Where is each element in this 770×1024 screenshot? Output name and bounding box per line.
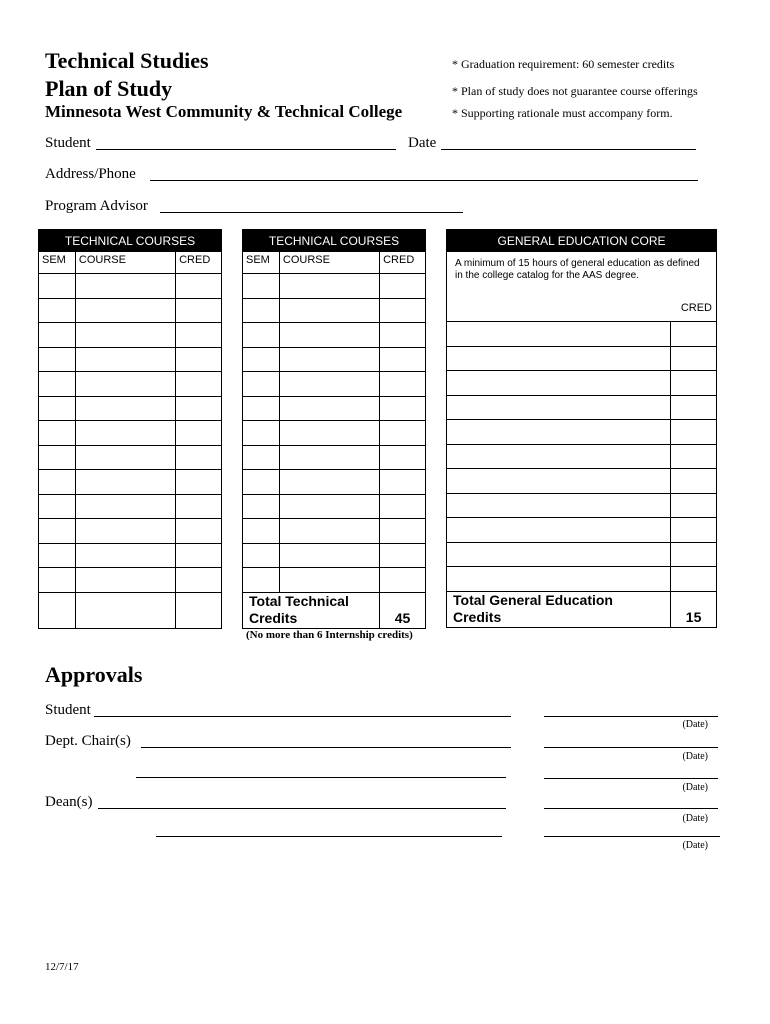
cell[interactable] xyxy=(380,274,426,299)
cell[interactable] xyxy=(447,322,671,347)
cell[interactable] xyxy=(243,421,280,446)
advisor-field[interactable] xyxy=(160,212,463,213)
cell[interactable] xyxy=(176,568,222,593)
cell[interactable] xyxy=(447,493,671,518)
cell[interactable] xyxy=(176,445,222,470)
cell[interactable] xyxy=(671,493,717,518)
cell[interactable] xyxy=(380,323,426,348)
page-subtitle: Plan of Study xyxy=(45,76,173,101)
date-caption: (Date) xyxy=(682,782,708,793)
table-row xyxy=(243,470,426,495)
cell[interactable] xyxy=(243,519,280,544)
cell[interactable] xyxy=(176,519,222,544)
cell[interactable] xyxy=(380,421,426,446)
address-field[interactable] xyxy=(150,180,698,181)
cell[interactable] xyxy=(75,421,175,446)
table-row xyxy=(243,519,426,544)
table-header: TECHNICAL COURSES xyxy=(39,230,222,252)
dept-chair-date-2[interactable] xyxy=(544,778,718,779)
cell[interactable] xyxy=(447,395,671,420)
cell[interactable] xyxy=(75,568,175,593)
cell[interactable] xyxy=(380,396,426,421)
cell[interactable] xyxy=(671,444,717,469)
table-row xyxy=(447,567,717,592)
cell[interactable] xyxy=(279,519,379,544)
cell[interactable] xyxy=(447,542,671,567)
cell[interactable] xyxy=(39,445,76,470)
date-caption: (Date) xyxy=(682,751,708,762)
cell[interactable] xyxy=(279,470,379,495)
note-offerings: * Plan of study does not guarantee course offerings xyxy=(452,84,698,98)
table-row xyxy=(447,322,717,347)
table-row xyxy=(39,494,222,519)
cell[interactable] xyxy=(243,347,280,372)
table-row xyxy=(243,274,426,299)
cell[interactable] xyxy=(39,592,76,628)
cell[interactable] xyxy=(75,396,175,421)
cell[interactable] xyxy=(176,470,222,495)
dean-date-2[interactable] xyxy=(544,836,720,837)
student-field[interactable] xyxy=(96,149,396,150)
col-cred: CRED xyxy=(380,252,426,274)
dept-chair-signature-1[interactable] xyxy=(141,747,511,748)
cell[interactable] xyxy=(39,274,76,299)
cell[interactable] xyxy=(39,323,76,348)
footer-date: 12/7/17 xyxy=(45,961,79,973)
table-row xyxy=(39,543,222,568)
cell[interactable] xyxy=(279,323,379,348)
college-name: Minnesota West Community & Technical College xyxy=(45,102,403,121)
page-title: Technical Studies xyxy=(45,48,209,73)
cell[interactable] xyxy=(380,470,426,495)
total-technical-value: 45 xyxy=(380,592,426,628)
cell[interactable] xyxy=(39,543,76,568)
cell[interactable] xyxy=(380,298,426,323)
table-row xyxy=(243,445,426,470)
table-row xyxy=(39,568,222,593)
cell[interactable] xyxy=(243,396,280,421)
gen-ed-note: A minimum of 15 hours of general education as defined in the college catalog for the AAS degree. xyxy=(455,258,700,281)
cell[interactable] xyxy=(279,298,379,323)
cell[interactable] xyxy=(447,518,671,543)
cell[interactable] xyxy=(75,494,175,519)
cell[interactable] xyxy=(243,274,280,299)
cell[interactable] xyxy=(75,470,175,495)
cell[interactable] xyxy=(176,543,222,568)
cell[interactable] xyxy=(75,519,175,544)
cell[interactable] xyxy=(39,494,76,519)
cell[interactable] xyxy=(671,542,717,567)
dept-chair-date-1[interactable] xyxy=(544,747,718,748)
cell[interactable] xyxy=(279,347,379,372)
cell[interactable] xyxy=(176,274,222,299)
total-gened-value: 15 xyxy=(671,591,717,627)
cell[interactable] xyxy=(243,568,280,593)
cell[interactable] xyxy=(671,346,717,371)
cell[interactable] xyxy=(176,372,222,397)
table-row xyxy=(39,274,222,299)
table-row xyxy=(39,372,222,397)
table-row xyxy=(39,470,222,495)
dept-chair-signature-2[interactable] xyxy=(136,777,506,778)
cell[interactable] xyxy=(39,396,76,421)
table-row xyxy=(447,542,717,567)
cell[interactable] xyxy=(75,323,175,348)
table-row xyxy=(447,469,717,494)
table-row xyxy=(243,421,426,446)
table-header: GENERAL EDUCATION CORE xyxy=(447,230,717,252)
table-row xyxy=(243,568,426,593)
cell[interactable] xyxy=(243,470,280,495)
date-caption: (Date) xyxy=(682,840,708,851)
cell[interactable] xyxy=(176,592,222,628)
cell[interactable] xyxy=(39,470,76,495)
cell[interactable] xyxy=(39,372,76,397)
note-graduation: * Graduation requirement: 60 semester credits xyxy=(452,57,675,71)
cell[interactable] xyxy=(279,568,379,593)
cell[interactable] xyxy=(279,445,379,470)
cell[interactable] xyxy=(39,519,76,544)
table-row xyxy=(243,494,426,519)
address-label: Address/Phone xyxy=(45,166,136,182)
cell[interactable] xyxy=(75,298,175,323)
cell[interactable] xyxy=(75,445,175,470)
cell[interactable] xyxy=(380,543,426,568)
cell[interactable] xyxy=(75,543,175,568)
table-row xyxy=(447,420,717,445)
approval-student-label: Student xyxy=(45,702,91,718)
cell[interactable] xyxy=(279,543,379,568)
table-row xyxy=(447,371,717,396)
cell[interactable] xyxy=(447,567,671,592)
cell[interactable] xyxy=(176,298,222,323)
note-rationale: * Supporting rationale must accompany form. xyxy=(452,106,673,120)
table-row xyxy=(39,421,222,446)
dept-chair-label: Dept. Chair(s) xyxy=(45,733,131,749)
table-row xyxy=(243,323,426,348)
approvals-heading: Approvals xyxy=(45,662,143,687)
gen-ed-table xyxy=(446,229,717,628)
cell[interactable] xyxy=(671,420,717,445)
col-course: COURSE xyxy=(279,252,379,274)
col-sem: SEM xyxy=(243,252,280,274)
table-header: TECHNICAL COURSES xyxy=(243,230,426,252)
table-row xyxy=(39,396,222,421)
cell[interactable] xyxy=(380,372,426,397)
cell[interactable] xyxy=(380,494,426,519)
table-row xyxy=(447,518,717,543)
table-row xyxy=(243,543,426,568)
date-label: Date xyxy=(408,135,437,151)
gen-ed-note-cell xyxy=(447,252,717,322)
cell[interactable] xyxy=(243,323,280,348)
table-row xyxy=(243,372,426,397)
advisor-label: Program Advisor xyxy=(45,198,148,214)
cell[interactable] xyxy=(380,568,426,593)
cell[interactable] xyxy=(39,347,76,372)
table-row xyxy=(39,347,222,372)
technical-courses-table-left xyxy=(38,229,222,629)
cell[interactable] xyxy=(176,421,222,446)
cell[interactable] xyxy=(671,518,717,543)
cell[interactable] xyxy=(671,469,717,494)
table-row xyxy=(243,298,426,323)
table-row xyxy=(39,592,222,628)
table-row xyxy=(39,519,222,544)
internship-note: (No more than 6 Internship credits) xyxy=(246,629,413,641)
total-gened-row xyxy=(447,591,717,627)
cell[interactable] xyxy=(176,323,222,348)
cell[interactable] xyxy=(279,494,379,519)
cell[interactable] xyxy=(447,444,671,469)
cell[interactable] xyxy=(39,568,76,593)
total-technical-row xyxy=(243,592,426,628)
cell[interactable] xyxy=(176,347,222,372)
date-field[interactable] xyxy=(441,149,696,150)
technical-courses-table-right xyxy=(242,229,426,629)
cell[interactable] xyxy=(176,396,222,421)
cell[interactable] xyxy=(447,346,671,371)
table-row xyxy=(447,346,717,371)
cell[interactable] xyxy=(380,519,426,544)
total-gened-label: Total General Education Credits xyxy=(447,591,671,627)
cell[interactable] xyxy=(671,567,717,592)
table-row xyxy=(243,347,426,372)
col-cred: CRED xyxy=(176,252,222,274)
table-row xyxy=(447,493,717,518)
table-row xyxy=(447,395,717,420)
cell[interactable] xyxy=(243,372,280,397)
cell[interactable] xyxy=(671,395,717,420)
approval-student-signature[interactable] xyxy=(94,716,511,717)
cell[interactable] xyxy=(39,421,76,446)
cell[interactable] xyxy=(243,298,280,323)
cell[interactable] xyxy=(279,274,379,299)
table-row xyxy=(39,323,222,348)
col-course: COURSE xyxy=(75,252,175,274)
table-row xyxy=(243,396,426,421)
cell[interactable] xyxy=(75,372,175,397)
cell[interactable] xyxy=(39,298,76,323)
cell[interactable] xyxy=(380,445,426,470)
total-technical-label: Total Technical Credits xyxy=(243,592,380,628)
cell[interactable] xyxy=(75,274,175,299)
approval-student-date[interactable] xyxy=(544,716,718,717)
cell[interactable] xyxy=(380,347,426,372)
cell[interactable] xyxy=(447,420,671,445)
table-row xyxy=(39,298,222,323)
cell[interactable] xyxy=(75,347,175,372)
dean-label: Dean(s) xyxy=(45,794,93,810)
table-row xyxy=(39,445,222,470)
cell[interactable] xyxy=(279,421,379,446)
date-caption: (Date) xyxy=(682,813,708,824)
gen-ed-cred-label: CRED xyxy=(680,302,712,314)
cell[interactable] xyxy=(447,469,671,494)
table-row xyxy=(447,444,717,469)
cell[interactable] xyxy=(75,592,175,628)
cell[interactable] xyxy=(243,494,280,519)
dean-signature-2[interactable] xyxy=(156,836,502,837)
cell[interactable] xyxy=(279,372,379,397)
student-label: Student xyxy=(45,135,91,151)
dean-signature-1[interactable] xyxy=(98,808,506,809)
cell[interactable] xyxy=(243,445,280,470)
cell[interactable] xyxy=(447,371,671,396)
cell[interactable] xyxy=(176,494,222,519)
cell[interactable] xyxy=(243,543,280,568)
cell[interactable] xyxy=(671,322,717,347)
cell[interactable] xyxy=(671,371,717,396)
dean-date-1[interactable] xyxy=(544,808,718,809)
cell[interactable] xyxy=(279,396,379,421)
date-caption: (Date) xyxy=(682,719,708,730)
col-sem: SEM xyxy=(39,252,76,274)
